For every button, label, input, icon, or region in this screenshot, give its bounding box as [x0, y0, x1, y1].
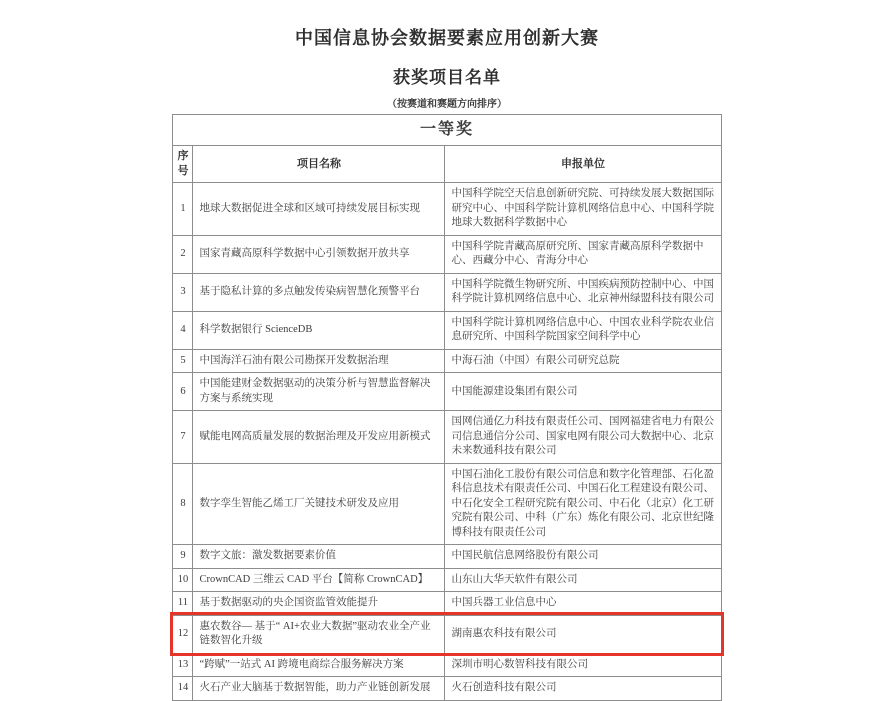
project-name-cell: “跨赋”一站式 AI 跨境电商综合服务解决方案 [193, 653, 445, 676]
row-number-cell: 2 [173, 235, 193, 273]
page-title: 中国信息协会数据要素应用创新大赛 [295, 28, 599, 48]
highlighted-row [173, 615, 721, 653]
row-number-cell: 9 [173, 545, 193, 568]
org-cell: 中国科学院青藏高原研究所、国家青藏高原科学数据中心、西藏分中心、青海分中心 [445, 235, 721, 273]
row-number-cell: 13 [173, 653, 193, 676]
col-header-org: 申报单位 [445, 146, 721, 183]
project-name-cell: 火石产业大脑基于数据智能，助力产业链创新发展 [193, 677, 445, 700]
award-level-row [173, 115, 721, 146]
table-row [173, 545, 721, 568]
table-row [173, 592, 721, 615]
project-name-cell: 基于隐私计算的多点触发传染病智慧化预警平台 [193, 273, 445, 311]
sort-note: （按赛道和赛题方向排序） [387, 99, 507, 110]
org-cell: 湖南惠农科技有限公司 [445, 615, 721, 653]
row-number-cell: 1 [173, 183, 193, 235]
table-row [173, 568, 721, 591]
row-number-cell: 6 [173, 373, 193, 411]
org-cell: 深圳市明心数智科技有限公司 [445, 653, 721, 676]
row-number-cell: 5 [173, 349, 193, 372]
table-row [173, 463, 721, 544]
table-row [173, 311, 721, 349]
col-header-project: 项目名称 [193, 146, 445, 183]
org-cell: 中国科学院微生物研究所、中国疾病预防控制中心、中国科学院计算机网络信息中心、北京神州绿盟科技有限公司 [445, 273, 721, 311]
table-row [173, 235, 721, 273]
org-cell: 中国石油化工股份有限公司信息和数字化管理部、石化盈科信息技术有限责任公司、中国石化工程建设有限公司、中石化安全工程研究院有限公司、中石化（北京）化工研究院有限公司、中科（广东）炼化有限公司、北京世纪隆博科技有限责任公司 [445, 463, 721, 544]
row-number-cell: 11 [173, 592, 193, 615]
org-cell: 中海石油（中国）有限公司研究总院 [445, 349, 721, 372]
project-name-cell: 中国能建财金数据驱动的决策分析与智慧监督解决方案与系统实现 [193, 373, 445, 411]
project-name-cell: 科学数据银行 ScienceDB [193, 311, 445, 349]
col-header-no: 序号 [173, 146, 193, 183]
table-row [173, 411, 721, 463]
row-number-cell: 8 [173, 463, 193, 544]
project-name-cell: 国家青藏高原科学数据中心引领数据开放共享 [193, 235, 445, 273]
project-name-cell: 地球大数据促进全球和区域可持续发展目标实现 [193, 183, 445, 235]
org-cell: 中国科学院计算机网络信息中心、中国农业科学院农业信息研究所、中国科学院国家空间科学中心 [445, 311, 721, 349]
org-cell: 国网信通亿力科技有限责任公司、国网福建省电力有限公司信息通信分公司、国家电网有限公司大数据中心、北京未来数通科技有限公司 [445, 411, 721, 463]
award-level-header: 一等奖 [173, 115, 721, 146]
document-page [0, 24, 894, 699]
org-cell: 中国科学院空天信息创新研究院、可持续发展大数据国际研究中心、中国科学院计算机网络信息中心、中国科学院地球大数据科学数据中心 [445, 183, 721, 235]
row-number-cell: 14 [173, 677, 193, 700]
table-row [173, 373, 721, 411]
award-table [172, 114, 721, 701]
org-cell: 中国兵器工业信息中心 [445, 592, 721, 615]
page-subtitle: 获奖项目名单 [393, 68, 501, 87]
org-cell: 火石创造科技有限公司 [445, 677, 721, 700]
row-number-cell: 10 [173, 568, 193, 591]
project-name-cell: 数字文旅：激发数据要素价值 [193, 545, 445, 568]
column-header-row [173, 146, 721, 183]
table-row [173, 183, 721, 235]
project-name-cell: 数字孪生智能乙烯工厂关键技术研发及应用 [193, 463, 445, 544]
table-row [173, 677, 721, 700]
row-number-cell: 7 [173, 411, 193, 463]
project-name-cell: 赋能电网高质量发展的数据治理及开发应用新模式 [193, 411, 445, 463]
project-name-cell: CrownCAD 三维云 CAD 平台【简称 CrownCAD】 [193, 568, 445, 591]
table-row [173, 273, 721, 311]
project-name-cell: 基于数据驱动的央企国资监管效能提升 [193, 592, 445, 615]
project-name-cell: 惠农数谷— 基于“ AI+农业大数据”驱动农业全产业链数智化升级 [193, 615, 445, 653]
row-number-cell: 4 [173, 311, 193, 349]
org-cell: 中国能源建设集团有限公司 [445, 373, 721, 411]
org-cell: 山东山大华天软件有限公司 [445, 568, 721, 591]
row-number-cell: 12 [173, 615, 193, 653]
table-row [173, 653, 721, 676]
org-cell: 中国民航信息网络股份有限公司 [445, 545, 721, 568]
row-number-cell: 3 [173, 273, 193, 311]
table-row [173, 349, 721, 372]
project-name-cell: 中国海洋石油有限公司勘探开发数据治理 [193, 349, 445, 372]
